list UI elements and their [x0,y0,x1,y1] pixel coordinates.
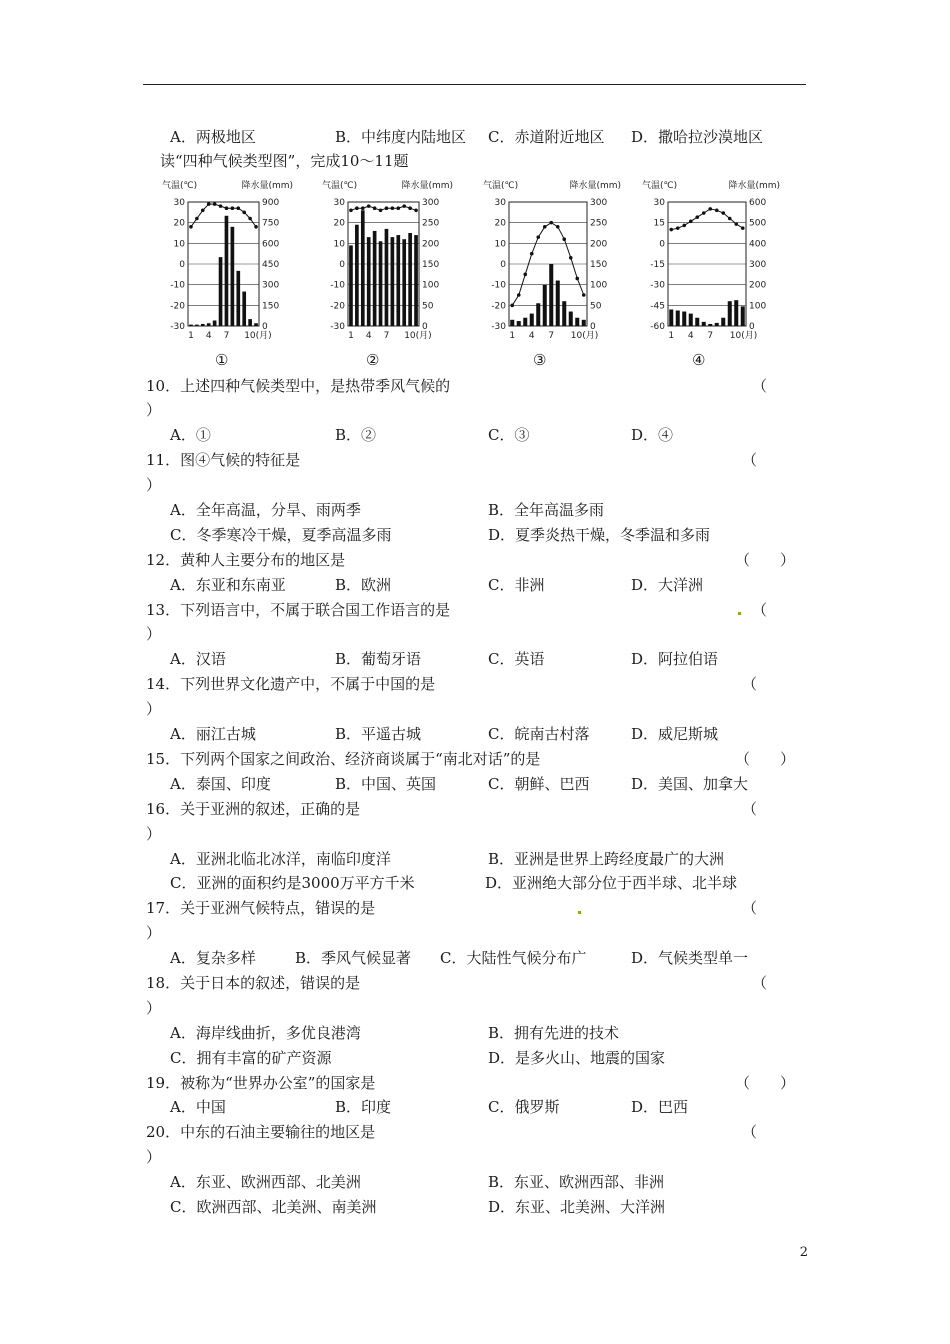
q15-option-d: D．美国、加拿大 [631,775,749,793]
q15-paren: （ ） [735,750,796,768]
q11-paren-open: （ [742,451,758,469]
q9-option-d: D．撒哈拉沙漠地区 [631,128,764,146]
q16-option-c: C．亚洲的面积约是3000万平方千米 [170,874,415,892]
q17-option-a: A．复杂多样 [170,949,256,967]
temp-point [702,211,706,215]
stray-dot [578,911,581,914]
precip-bar [207,323,211,326]
temp-point [242,211,246,215]
q12-option-c: C．非洲 [488,576,545,594]
temp-point [254,225,258,229]
precip-bar [741,306,745,326]
precip-tick-label: 150 [422,260,440,270]
temp-tick-label: 20 [173,218,185,229]
temp-point [676,226,680,230]
precip-bar [248,319,252,326]
temp-point [562,237,566,241]
x-tick-label: 1 [348,331,354,341]
precip-bar [408,233,412,326]
precip-bar [689,314,693,326]
precip-tick-label: 300 [749,260,767,270]
temp-point [355,206,359,210]
precip-tick-label: 0 [590,322,596,332]
header-rule [143,84,806,85]
q11-stem: 11．图④气候的特征是 [146,451,301,469]
q18-paren-open: （ [752,974,768,992]
temp-point [385,206,389,210]
precip-bar [396,235,400,326]
precip-bar [715,323,719,326]
temp-point [225,206,229,210]
precip-tick-label: 200 [422,239,440,250]
q12-option-d: D．大洋洲 [631,576,704,594]
temp-point [402,204,406,208]
q13-option-b: B．葡萄牙语 [335,650,422,668]
x-tick-label: 10(月) [570,331,599,341]
temp-point [556,225,560,229]
temp-point [734,222,738,226]
q20-option-a: A．东亚、欧洲西部、北美洲 [170,1173,361,1191]
chart-intro: 读“四种气候类型图”，完成10～11题 [160,152,409,170]
precip-axis-title: 降水量(mm) [569,181,621,191]
temp-point [207,202,211,206]
temp-tick-label: 0 [339,260,345,270]
precip-bar [361,210,365,326]
precip-bar [367,237,371,326]
precip-bar [728,301,732,326]
temp-tick-label: 15 [653,218,665,229]
x-tick-label: 10(月) [244,331,272,341]
climate-chart-4 [640,176,782,346]
x-tick-label: 1 [668,331,675,341]
q20-stem: 20．中东的石油主要输往的地区是 [146,1123,376,1141]
precip-bar [189,325,193,326]
q14-paren-close: ） [146,700,162,718]
temp-tick-label: -30 [650,280,665,291]
temp-point [728,217,732,221]
climate-chart-2-svg [320,176,455,346]
temp-point [682,224,686,228]
precip-bar [543,285,547,326]
q10-option-d: D．④ [631,426,674,444]
precip-tick-label: 250 [422,218,440,229]
q19-option-c: C．俄罗斯 [488,1098,560,1116]
precip-bar [676,311,680,327]
precip-tick-label: 600 [262,239,280,250]
temp-line [351,206,416,210]
q13-option-d: D．阿拉伯语 [631,650,719,668]
temp-tick-label: -15 [650,260,665,270]
precip-bar [562,301,566,326]
precip-tick-label: 50 [590,301,602,312]
temp-tick-label: -10 [330,280,345,291]
q9-option-b: B．中纬度内陆地区 [335,128,467,146]
x-tick-label: 1 [509,331,516,341]
precip-bar [349,245,353,326]
precip-bar [536,303,540,326]
q16-option-d: D．亚洲绝大部分位于西半球、北半球 [485,874,738,892]
precip-tick-label: 100 [749,301,767,312]
precip-tick-label: 250 [590,218,608,229]
q10-option-c: C．③ [488,426,530,444]
precip-tick-label: 450 [262,260,280,270]
q11-option-c: C．冬季寒冷干燥，夏季高温多雨 [170,526,392,544]
x-tick-label: 4 [205,331,212,341]
temp-point [669,228,673,232]
q11-option-a: A．全年高温，分旱、雨两季 [170,501,361,519]
temp-point [575,277,579,281]
x-tick-label: 4 [365,331,372,341]
precip-tick-label: 150 [590,260,608,270]
precip-bar [414,235,418,326]
q16-paren-open: （ [742,800,758,818]
temp-axis-title: 气温(℃) [322,181,358,191]
precip-tick-label: 50 [422,301,434,312]
precip-tick-label: 500 [749,218,767,229]
q14-option-a: A．丽江古城 [170,725,256,743]
temp-tick-label: 30 [173,198,185,208]
temp-point [349,208,353,212]
precip-bar [254,323,258,326]
precip-bar [195,325,199,326]
q13-option-c: C．英语 [488,650,545,668]
temp-line [191,204,256,227]
temp-tick-label: 0 [500,260,506,270]
temp-tick-label: -45 [650,301,665,312]
temp-point [549,221,553,225]
temp-tick-label: 20 [333,218,345,229]
temp-axis-title: 气温(℃) [642,181,678,191]
chart-label-1: ① [215,351,229,369]
precip-bar [708,324,712,326]
q14-paren-open: （ [742,675,758,693]
q10-paren-close: ） [146,401,162,419]
temp-tick-label: -30 [491,322,506,332]
q16-stem: 16．关于亚洲的叙述，正确的是 [146,800,361,818]
q9-option-c: C．赤道附近地区 [488,128,605,146]
q18-stem: 18．关于日本的叙述，错误的是 [146,974,361,992]
q12-option-b: B．欧洲 [335,576,392,594]
q16-option-a: A．亚洲北临北冰洋，南临印度洋 [170,850,391,868]
temp-point [695,215,699,219]
q13-paren-close: ） [146,625,162,643]
q13-paren-open: （ [752,601,768,619]
x-tick-label: 4 [528,331,535,341]
q16-option-b: B．亚洲是世界上跨经度最广的大洲 [488,850,725,868]
q10-stem: 10．上述四种气候类型中，是热带季风气候的 [146,377,451,395]
precip-bar [695,318,699,326]
precip-bar [242,292,246,326]
temp-point [721,211,725,215]
temp-tick-label: 10 [333,239,345,250]
x-tick-label: 4 [687,331,694,341]
temp-point [379,208,383,212]
temp-line [671,209,743,230]
precip-tick-label: 150 [262,301,280,312]
precip-tick-label: 200 [749,280,767,291]
q13-option-a: A．汉语 [170,650,226,668]
precip-bar [379,241,383,326]
precip-bar [231,227,235,326]
q16-paren-close: ） [146,825,162,843]
q18-option-a: A．海岸线曲折，多优良港湾 [170,1024,361,1042]
q11-paren-close: ） [146,476,162,494]
temp-tick-label: 10 [173,239,185,250]
precip-bar [530,314,534,326]
q20-paren-open: （ [742,1123,758,1141]
q17-option-d: D．气候类型单一 [631,949,749,967]
temp-tick-label: 30 [333,198,345,208]
temp-point [569,256,573,260]
q14-option-b: B．平遥古城 [335,725,422,743]
temp-axis-title: 气温(℃) [162,181,198,191]
precip-tick-label: 600 [749,198,767,208]
precip-tick-label: 100 [590,280,608,291]
precip-tick-label: 0 [749,322,755,332]
climate-chart-1 [160,176,295,346]
precip-bar [510,320,514,326]
temp-point [391,206,395,210]
page-number: 2 [799,1245,808,1260]
precip-bar [391,237,395,326]
q17-option-b: B．季风气候显著 [295,949,412,967]
precip-axis-title: 降水量(mm) [728,181,780,191]
q20-option-c: C．欧洲西部、北美洲、南美洲 [170,1198,377,1216]
precip-bar [582,320,586,326]
climate-chart-1-svg [160,176,295,346]
temp-tick-label: 30 [494,198,506,208]
temp-tick-label: -10 [491,280,506,291]
precip-bar [517,321,521,326]
q15-option-a: A．泰国、印度 [170,775,271,793]
precip-axis-title: 降水量(mm) [241,181,293,191]
q20-option-d: D．东亚、北美洲、大洋洲 [488,1198,666,1216]
precip-bar [721,318,725,326]
q20-option-b: B．东亚、欧洲西部、非洲 [488,1173,665,1191]
temp-point [689,219,693,223]
temp-tick-label: -60 [650,322,665,332]
temp-point [373,206,377,210]
climate-chart-4-svg [640,176,782,346]
temp-tick-label: -20 [491,301,506,312]
climate-chart-3 [481,176,623,346]
x-tick-label: 7 [707,331,714,341]
q9-option-a: A．两极地区 [170,128,256,146]
precip-bar [702,322,706,326]
x-tick-label: 7 [383,331,390,341]
temp-point [523,273,527,277]
q15-option-c: C．朝鲜、巴西 [488,775,590,793]
q18-option-c: C．拥有丰富的矿产资源 [170,1049,332,1067]
climate-chart-3-svg [481,176,623,346]
temp-point [201,208,205,212]
q19-option-d: D．巴西 [631,1098,689,1116]
precip-axis-title: 降水量(mm) [401,181,453,191]
q10-option-a: A．① [170,426,211,444]
q17-paren-open: （ [742,899,758,917]
q14-stem: 14．下列世界文化遗产中，不属于中国的是 [146,675,436,693]
q20-paren-close: ） [146,1148,162,1166]
precip-bar [549,264,553,326]
precip-bar [669,309,673,326]
precip-bar [569,312,573,326]
q19-paren: （ ） [735,1074,796,1092]
precip-tick-label: 900 [262,198,280,208]
temp-axis-title: 气温(℃) [483,181,519,191]
temp-point [741,226,745,230]
temp-point [236,206,240,210]
temp-point [189,225,193,229]
x-tick-label: 10(月) [404,331,432,341]
temp-point [517,293,521,297]
precip-tick-label: 750 [262,218,280,229]
q12-option-a: A．东亚和东南亚 [170,576,286,594]
temp-point [530,252,534,256]
q18-option-b: B．拥有先进的技术 [488,1024,620,1042]
precip-bar [213,320,217,326]
temp-tick-label: 0 [179,260,185,270]
precip-tick-label: 300 [262,280,280,291]
precip-bar [682,312,686,326]
temp-point [219,204,223,208]
chart-label-2: ② [366,351,380,369]
temp-tick-label: -20 [170,301,185,312]
precip-bar [734,300,738,326]
temp-point [582,293,586,297]
precip-tick-label: 200 [590,239,608,250]
precip-tick-label: 400 [749,239,767,250]
x-tick-label: 7 [223,331,230,341]
precip-bar [201,324,205,326]
temp-point [213,202,217,206]
temp-tick-label: 30 [653,198,665,208]
q10-paren-open: （ [752,377,768,395]
q15-stem: 15．下列两个国家之间政治、经济商谈属于“南北对话”的是 [146,750,541,768]
q14-option-c: C．皖南古村落 [488,725,590,743]
temp-point [414,208,418,212]
q18-option-d: D．是多火山、地震的国家 [488,1049,666,1067]
q19-option-a: A．中国 [170,1098,226,1116]
x-tick-label: 7 [548,331,555,341]
temp-point [361,206,365,210]
q14-option-d: D．威尼斯城 [631,725,719,743]
temp-point [708,207,712,211]
precip-bar [523,318,527,326]
x-tick-label: 1 [188,331,194,341]
q18-paren-close: ） [146,999,162,1017]
temp-point [367,204,371,208]
q10-option-b: B．② [335,426,377,444]
temp-point [248,217,252,221]
temp-point [408,206,412,210]
chart-label-4: ④ [692,351,706,369]
q13-stem: 13．下列语言中，不属于联合国工作语言的是 [146,601,451,619]
precip-bar [556,281,560,326]
temp-point [231,206,235,210]
temp-point [543,225,547,229]
q17-option-c: C．大陆性气候分布广 [440,949,587,967]
precip-bar [225,216,229,326]
q19-stem: 19．被称为“世界办公室”的国家是 [146,1074,376,1092]
q19-option-b: B．印度 [335,1098,392,1116]
temp-point [396,206,400,210]
precip-tick-label: 100 [422,280,440,291]
q12-stem: 12．黄种人主要分布的地区是 [146,551,346,569]
temp-tick-label: -30 [170,322,185,332]
temp-point [510,304,514,308]
precip-tick-label: 300 [590,198,608,208]
climate-chart-2 [320,176,455,346]
temp-tick-label: -10 [170,280,185,291]
precip-bar [373,231,377,326]
q12-paren: （ ） [735,551,796,569]
precip-bar [385,229,389,326]
precip-bar [402,239,406,326]
precip-bar [219,257,223,326]
precip-tick-label: 0 [262,322,268,332]
q17-paren-close: ） [146,924,162,942]
temp-tick-label: -20 [330,301,345,312]
temp-point [536,235,540,239]
precip-tick-label: 0 [422,322,428,332]
temp-tick-label: 10 [494,239,506,250]
temp-point [715,208,719,212]
temp-tick-label: 20 [494,218,506,229]
stray-dot [738,612,741,615]
precip-bar [575,318,579,326]
temp-point [195,217,199,221]
precip-bar [355,225,359,326]
precip-tick-label: 300 [422,198,440,208]
temp-tick-label: 0 [659,239,665,250]
q11-option-d: D．夏季炎热干燥，冬季温和多雨 [488,526,711,544]
temp-tick-label: -30 [330,322,345,332]
q11-option-b: B．全年高温多雨 [488,501,605,519]
q15-option-b: B．中国、英国 [335,775,437,793]
chart-label-3: ③ [533,351,547,369]
precip-bar [236,271,240,326]
x-tick-label: 10(月) [729,331,758,341]
q17-stem: 17．关于亚洲气候特点，错误的是 [146,899,376,917]
